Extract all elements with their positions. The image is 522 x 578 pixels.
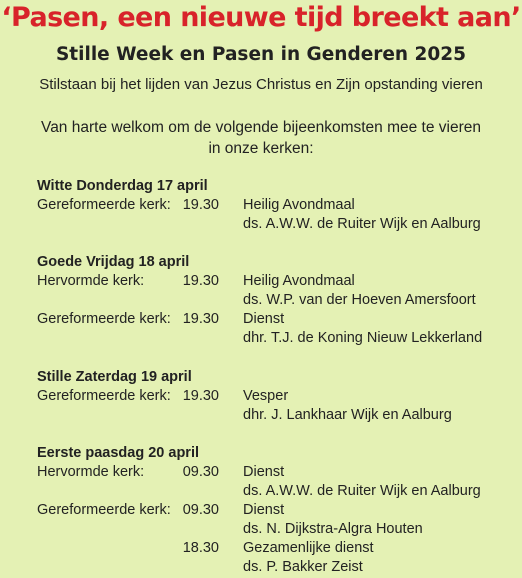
service-type: Heilig Avondmaal: [243, 197, 355, 213]
service-leader: ds. N. Dijkstra-Algra Houten: [243, 521, 423, 537]
service-location: Gereformeerde kerk:: [37, 197, 171, 213]
service-location: Gereformeerde kerk:: [37, 388, 171, 404]
service-time: 18.30: [182, 540, 219, 556]
poster-title: ‘Pasen, een nieuwe tijd breekt aan’: [1, 2, 521, 33]
service-time: 19.30: [182, 197, 219, 213]
service-leader: dhr. T.J. de Koning Nieuw Lekkerland: [243, 330, 483, 346]
service-time: 19.30: [182, 388, 219, 404]
service-time: 09.30: [182, 502, 219, 518]
service-leader: ds. W.P. van der Hoeven Amersfoort: [243, 292, 476, 308]
service-type: Gezamenlijke dienst: [243, 540, 374, 556]
day-heading: Goede Vrijdag 18 april: [37, 254, 190, 270]
day-heading: Witte Donderdag 17 april: [37, 178, 208, 194]
service-location: Gereformeerde kerk:: [37, 311, 171, 327]
service-type: Dienst: [243, 502, 285, 518]
welcome-text: [0, 117, 522, 159]
service-time: 19.30: [182, 311, 219, 327]
tagline: Stilstaan bij het lijden van Jezus Christus en Zijn opstanding vieren: [39, 76, 483, 93]
service-time: 09.30: [182, 464, 219, 480]
service-type: Dienst: [243, 311, 285, 327]
day-heading: Stille Zaterdag 19 april: [37, 369, 192, 385]
service-leader: dhr. J. Lankhaar Wijk en Aalburg: [243, 407, 452, 423]
welcome-line: in onze kerken:: [208, 140, 314, 157]
service-leader: ds. P. Bakker Zeist: [243, 559, 363, 575]
service-type: Heilig Avondmaal: [243, 273, 355, 289]
service-location: Hervormde kerk:: [37, 464, 145, 480]
service-type: Dienst: [243, 464, 285, 480]
day-heading: Eerste paasdag 20 april: [37, 445, 199, 461]
welcome-line: Van harte welkom om de volgende bijeenkomsten mee te vieren: [41, 119, 481, 136]
poster-subtitle: Stille Week en Pasen in Genderen 2025: [55, 44, 467, 65]
service-time: 19.30: [182, 273, 219, 289]
service-leader: ds. A.W.W. de Ruiter Wijk en Aalburg: [243, 483, 481, 499]
service-location: Gereformeerde kerk:: [37, 502, 171, 518]
service-location: Hervormde kerk:: [37, 273, 145, 289]
service-leader: ds. A.W.W. de Ruiter Wijk en Aalburg: [243, 216, 481, 232]
service-type: Vesper: [243, 388, 289, 404]
